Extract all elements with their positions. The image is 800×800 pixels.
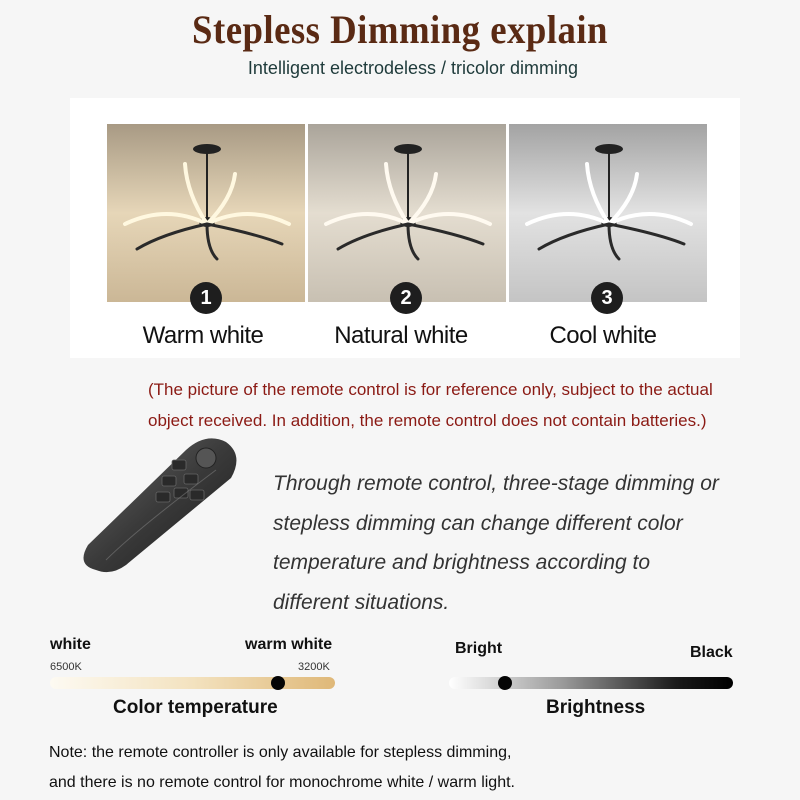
mode-number-badge: 3 <box>591 282 623 314</box>
color-temperature-caption: Color temperature <box>113 697 278 718</box>
description-line: different situations. <box>273 590 450 614</box>
remote-control-image <box>66 430 256 585</box>
mode-label-cool-white: Cool white <box>549 322 657 349</box>
disclaimer-line: (The picture of the remote control is for reference only, subject to the actual <box>148 380 713 399</box>
remote-disclaimer <box>148 374 778 436</box>
natural-white-photo <box>308 124 506 302</box>
brightness-black-label: Black <box>690 644 733 661</box>
brightness-bright-label: Bright <box>455 640 503 657</box>
mode-label-natural-white: Natural white <box>334 322 468 349</box>
warm-white-photo <box>107 124 305 302</box>
brightness-caption: Brightness <box>546 697 646 718</box>
brightness-slider[interactable] <box>449 677 733 689</box>
description-line: temperature and brightness according to <box>273 551 651 574</box>
color-temp-6500k: 6500K <box>50 661 82 673</box>
color-temperature-slider[interactable] <box>50 677 335 689</box>
mode-number-badge: 1 <box>190 282 222 314</box>
color-temp-3200k: 3200K <box>298 661 330 673</box>
note-line: and there is no remote control for monochrome white / warm light. <box>49 774 515 791</box>
color-temp-warm-white-label: warm white <box>245 636 333 653</box>
color-temp-white-label: white <box>50 636 91 653</box>
cool-white-photo <box>509 124 707 302</box>
page-subtitle: Intelligent electrodeless / tricolor dimming <box>247 58 579 78</box>
remote-note <box>49 738 769 798</box>
remote-description <box>273 464 793 622</box>
page-title: Stepless Dimming explain <box>192 7 608 52</box>
note-line: Note: the remote controller is only available for stepless dimming, <box>49 744 512 761</box>
color-temperature-knob[interactable] <box>271 676 285 690</box>
mode-label-warm-white: Warm white <box>142 322 264 349</box>
description-line: Through remote control, three-stage dimming or <box>273 472 719 495</box>
mode-number-badge: 2 <box>390 282 422 314</box>
description-line: stepless dimming can change different color <box>273 511 683 535</box>
disclaimer-line: object received. In addition, the remote control does not contain batteries.) <box>148 411 707 430</box>
brightness-knob[interactable] <box>498 676 512 690</box>
